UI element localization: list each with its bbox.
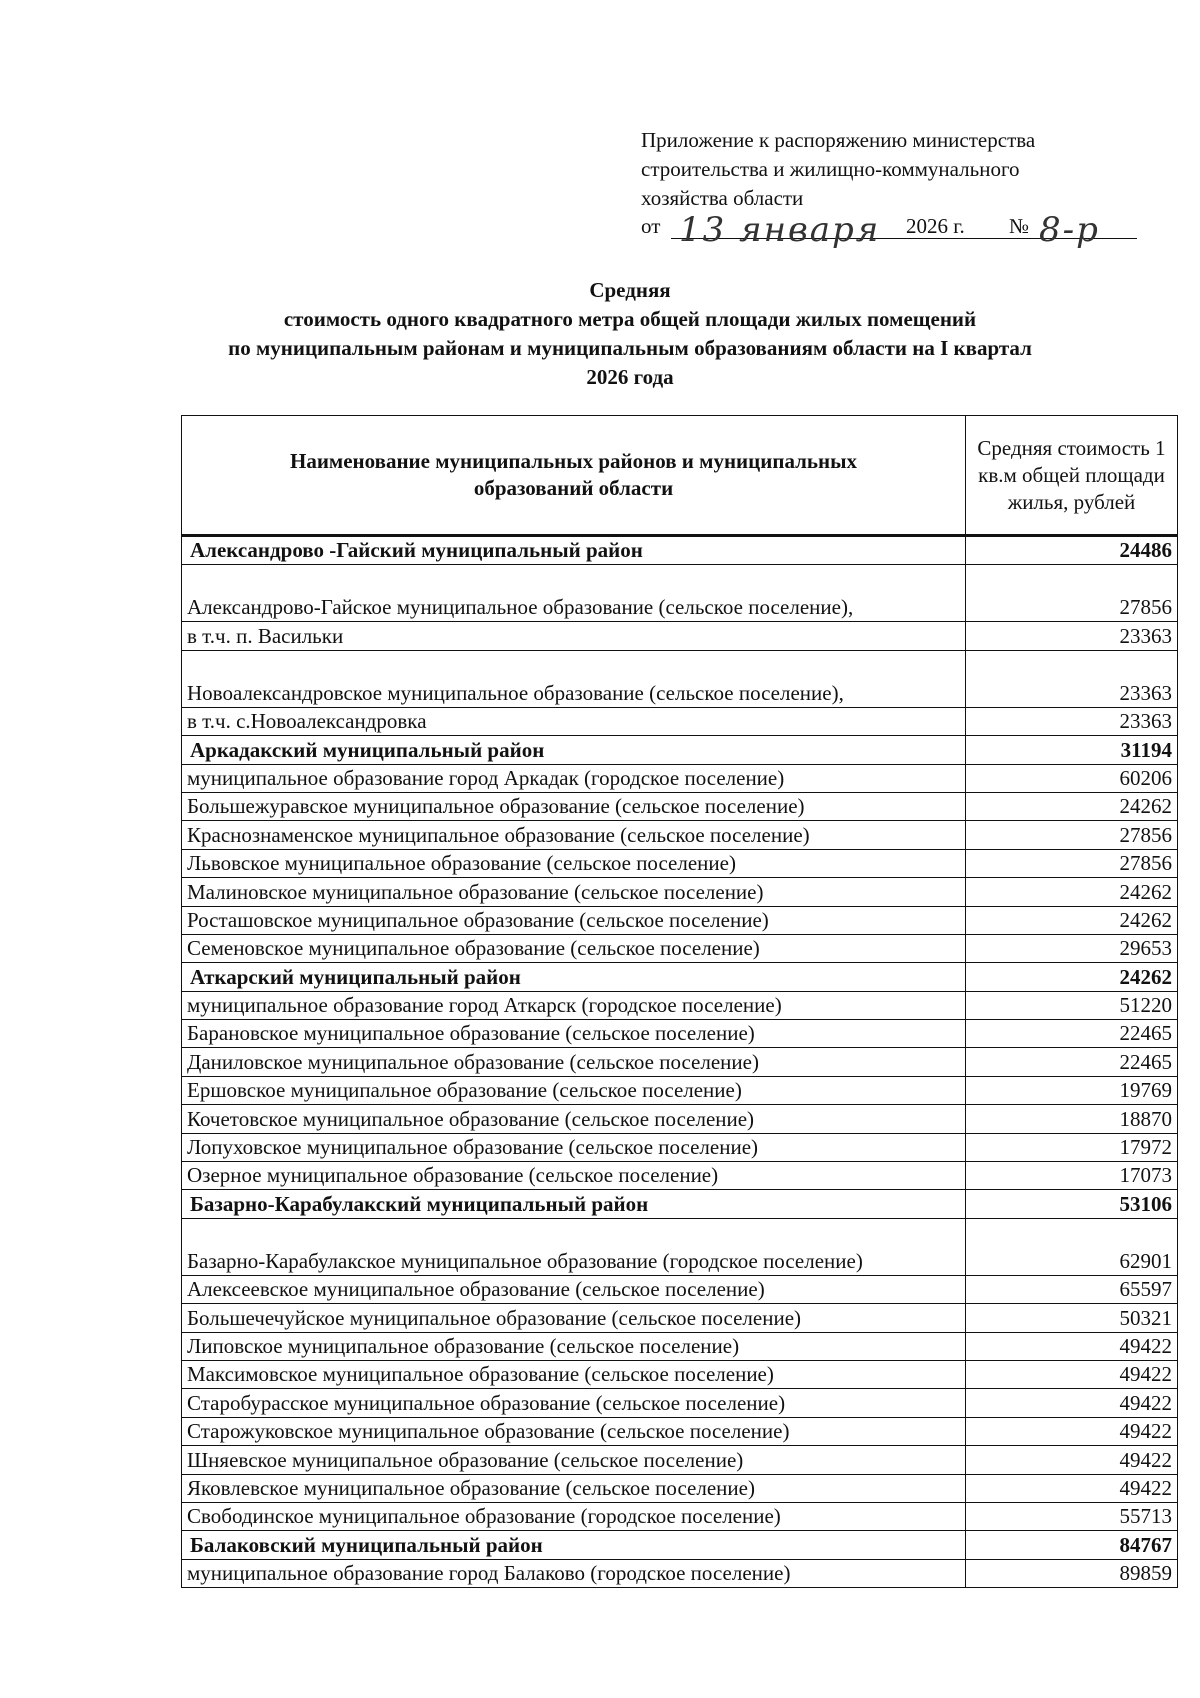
header-name: Наименование муниципальных районов и муниципальных образований области [182, 416, 966, 536]
row-name: Кочетовское муниципальное образование (сельское поселение) [182, 1105, 966, 1133]
table-row [182, 792, 1178, 820]
table-row [182, 1304, 1178, 1332]
row-value: 17972 [966, 1133, 1178, 1161]
row-value: 84767 [966, 1531, 1178, 1559]
appendix-line: хозяйства области [641, 186, 804, 210]
row-value: 49422 [966, 1417, 1178, 1445]
district-row [182, 963, 1178, 991]
row-name: Старобурасское муниципальное образование (сельское поселение) [182, 1389, 966, 1417]
row-name: Озерное муниципальное образование (сельское поселение) [182, 1162, 966, 1190]
header-value: Средняя стоимость 1 кв.м общей площади жилья, рублей [966, 416, 1178, 536]
appendix-block [641, 126, 1141, 250]
table-row [182, 1332, 1178, 1360]
row-name: Алексеевское муниципальное образование (сельское поселение) [182, 1275, 966, 1303]
table-row [182, 764, 1178, 792]
row-name: Даниловское муниципальное образование (сельское поселение) [182, 1048, 966, 1076]
row-value: 89859 [966, 1559, 1178, 1587]
row-name: муниципальное образование город Аткарск (городское поселение) [182, 991, 966, 1019]
district-row [182, 1531, 1178, 1559]
row-name: Новоалександровское муниципальное образование (сельское поселение), [182, 650, 966, 707]
row-value: 27856 [966, 565, 1178, 622]
row-value: 24262 [966, 963, 1178, 991]
table-row [182, 1417, 1178, 1445]
title-line: 2026 года [586, 365, 674, 389]
table-row [182, 878, 1178, 906]
row-name: Аркадакский муниципальный район [182, 736, 966, 764]
row-value: 17073 [966, 1162, 1178, 1190]
table-row [182, 1446, 1178, 1474]
row-value: 49422 [966, 1360, 1178, 1388]
row-name: Александрово -Гайский муниципальный район [182, 536, 966, 565]
row-value: 49422 [966, 1446, 1178, 1474]
row-value: 24262 [966, 906, 1178, 934]
row-value: 49422 [966, 1474, 1178, 1502]
table-row [182, 1389, 1178, 1417]
row-name: в т.ч. п. Васильки [182, 622, 966, 650]
table-row [182, 1360, 1178, 1388]
row-value: 22465 [966, 1020, 1178, 1048]
title-line: Средняя [589, 278, 671, 302]
appendix-line: Приложение к распоряжению министерства [641, 128, 1036, 152]
row-name: Львовское муниципальное образование (сельское поселение) [182, 849, 966, 877]
row-value: 18870 [966, 1105, 1178, 1133]
row-name: Яковлевское муниципальное образование (сельское поселение) [182, 1474, 966, 1502]
table-row [182, 1020, 1178, 1048]
handwritten-date: 13 января [679, 210, 881, 250]
row-name: Липовское муниципальное образование (сельское поселение) [182, 1332, 966, 1360]
table-row [182, 991, 1178, 1019]
district-row [182, 536, 1178, 565]
title-line: по муниципальным районам и муниципальным образованиям области на I квартал [228, 336, 1032, 360]
table-body [182, 536, 1178, 1588]
table-row [182, 1559, 1178, 1587]
row-name: муниципальное образование город Аркадак (городское поселение) [182, 764, 966, 792]
row-name: Барановское муниципальное образование (сельское поселение) [182, 1020, 966, 1048]
table-row [182, 622, 1178, 650]
row-name: Семеновское муниципальное образование (сельское поселение) [182, 934, 966, 962]
year-label: 2026 г. [906, 214, 965, 238]
table-row [182, 849, 1178, 877]
table-row [182, 821, 1178, 849]
table-row [182, 1162, 1178, 1190]
row-name: Краснознаменское муниципальное образование (сельское поселение) [182, 821, 966, 849]
row-value: 62901 [966, 1218, 1178, 1275]
title-line: стоимость одного квадратного метра общей площади жилых помещений [283, 307, 977, 331]
from-label: от [641, 214, 661, 238]
table-header-row [182, 416, 1178, 536]
handwritten-number: 8-р [1039, 210, 1100, 250]
row-value: 50321 [966, 1304, 1178, 1332]
row-name: Малиновское муниципальное образование (сельское поселение) [182, 878, 966, 906]
document-title [0, 276, 1200, 392]
row-name: Аткарский муниципальный район [182, 963, 966, 991]
appendix-line: строительства и жилищно-коммунального [641, 157, 1020, 181]
row-name: муниципальное образование город Балаково (городское поселение) [182, 1559, 966, 1587]
table-row [182, 1105, 1178, 1133]
row-value: 29653 [966, 934, 1178, 962]
row-value: 22465 [966, 1048, 1178, 1076]
row-value: 24262 [966, 792, 1178, 820]
table-row [182, 1133, 1178, 1161]
row-value: 27856 [966, 821, 1178, 849]
row-value: 24486 [966, 536, 1178, 565]
table-row [182, 650, 1178, 707]
row-name: Свободинское муниципальное образование (городское поселение) [182, 1502, 966, 1530]
row-name: Большежуравское муниципальное образование (сельское поселение) [182, 792, 966, 820]
table-row [182, 707, 1178, 735]
row-name: Большечечуйское муниципальное образование (сельское поселение) [182, 1304, 966, 1332]
date-number-line [641, 210, 1141, 250]
row-value: 49422 [966, 1332, 1178, 1360]
row-value: 53106 [966, 1190, 1178, 1218]
row-name: в т.ч. с.Новоалександровка [182, 707, 966, 735]
row-value: 24262 [966, 878, 1178, 906]
row-value: 49422 [966, 1389, 1178, 1417]
table-row [182, 1218, 1178, 1275]
row-value: 31194 [966, 736, 1178, 764]
table-row [182, 1076, 1178, 1104]
row-name: Старожуковское муниципальное образование (сельское поселение) [182, 1417, 966, 1445]
table-row [182, 934, 1178, 962]
row-value: 27856 [966, 849, 1178, 877]
row-name: Лопуховское муниципальное образование (сельское поселение) [182, 1133, 966, 1161]
table-row [182, 1474, 1178, 1502]
table-row [182, 1275, 1178, 1303]
row-name: Росташовское муниципальное образование (сельское поселение) [182, 906, 966, 934]
row-name: Базарно-Карабулакское муниципальное образование (городское поселение) [182, 1218, 966, 1275]
table-row [182, 1502, 1178, 1530]
cost-table [181, 415, 1178, 1588]
row-value: 23363 [966, 707, 1178, 735]
district-row [182, 1190, 1178, 1218]
row-value: 65597 [966, 1275, 1178, 1303]
row-name: Максимовское муниципальное образование (сельское поселение) [182, 1360, 966, 1388]
row-value: 23363 [966, 650, 1178, 707]
row-name: Балаковский муниципальный район [182, 1531, 966, 1559]
row-value: 19769 [966, 1076, 1178, 1104]
table-row [182, 1048, 1178, 1076]
number-sign: № [1009, 214, 1030, 238]
row-value: 51220 [966, 991, 1178, 1019]
row-value: 60206 [966, 764, 1178, 792]
row-name: Ершовское муниципальное образование (сельское поселение) [182, 1076, 966, 1104]
district-row [182, 736, 1178, 764]
table-row [182, 906, 1178, 934]
table-row [182, 565, 1178, 622]
row-value: 55713 [966, 1502, 1178, 1530]
row-name: Шняевское муниципальное образование (сельское поселение) [182, 1446, 966, 1474]
row-name: Базарно-Карабулакский муниципальный район [182, 1190, 966, 1218]
row-name: Александрово-Гайское муниципальное образование (сельское поселение), [182, 565, 966, 622]
row-value: 23363 [966, 622, 1178, 650]
